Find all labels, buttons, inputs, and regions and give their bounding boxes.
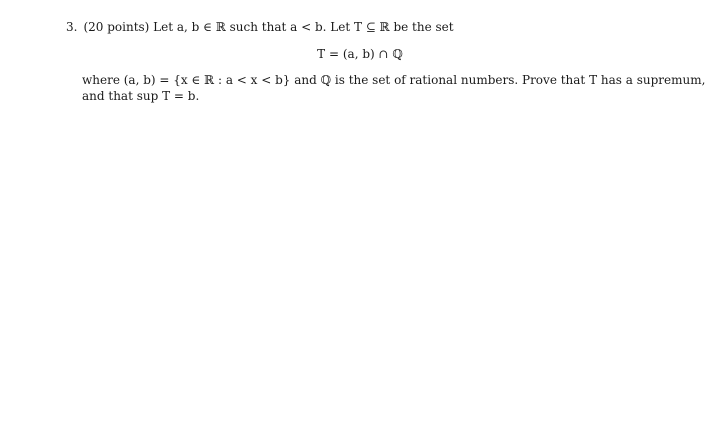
problem-number: 3. xyxy=(66,20,78,34)
problem-statement-intro xyxy=(66,19,666,35)
problem-line-2: and that sup T = b. xyxy=(82,89,200,103)
problem-statement-continuation xyxy=(82,72,706,104)
problem-line-1: where (a, b) = {x ∈ ℝ : a < x < b} and ℚ is the set of rational numbers. Prove that T has a supremum, xyxy=(82,73,706,87)
equation-text: T = (a, b) ∩ ℚ xyxy=(317,47,403,61)
problem-intro-text: (20 points) Let a, b ∈ ℝ such that a < b. Let T ⊆ ℝ be the set xyxy=(83,20,454,34)
display-equation xyxy=(0,46,720,62)
